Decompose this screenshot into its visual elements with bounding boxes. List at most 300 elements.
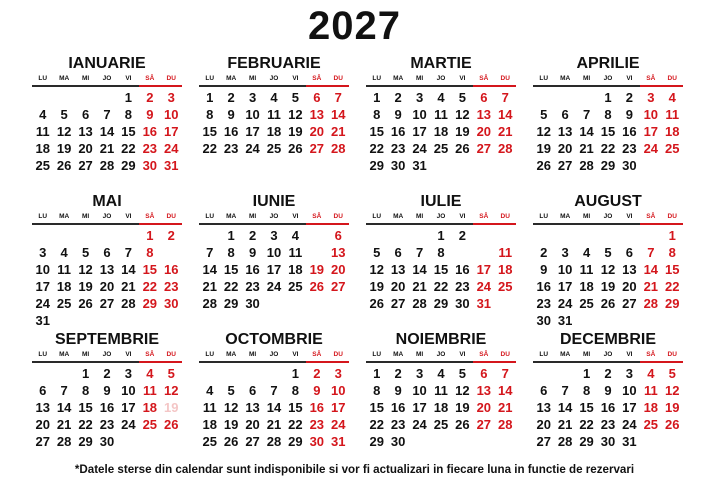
- day-cell: 5: [81, 245, 90, 260]
- day-cell: 27: [476, 141, 492, 156]
- day-cell: 28: [331, 141, 346, 156]
- day-cell: 8: [437, 245, 445, 260]
- day-cell: 12: [164, 383, 179, 398]
- empty-cell: [75, 227, 96, 244]
- day-cell: 26: [600, 296, 616, 311]
- day-cell: 7: [647, 245, 655, 260]
- month-octombrie: [199, 330, 349, 460]
- day-cell: 4: [437, 90, 445, 105]
- day-cell: 17: [622, 400, 637, 415]
- day-cell: 1: [206, 90, 214, 105]
- day-cell: 8: [227, 245, 235, 260]
- empty-cell: [533, 227, 554, 244]
- header-divider: [366, 361, 516, 363]
- day-cell: 19: [600, 279, 616, 294]
- weekday-label: VI: [459, 351, 466, 358]
- empty-cell: [118, 227, 139, 244]
- day-cell: 27: [476, 417, 492, 432]
- day-cell: 19: [164, 400, 179, 415]
- empty-cell: [554, 365, 575, 382]
- day-cell: 11: [35, 124, 50, 139]
- day-cell: 26: [665, 417, 680, 432]
- day-cell: 2: [604, 366, 612, 381]
- month-august: [533, 192, 683, 328]
- day-cell: 17: [121, 400, 136, 415]
- day-cell: 11: [498, 245, 513, 260]
- day-cell: 21: [643, 279, 659, 294]
- day-cell: 3: [334, 366, 342, 381]
- weekday-label: LU: [205, 75, 215, 82]
- month-name: DECEMBRIE: [559, 331, 656, 348]
- day-cell: 24: [164, 141, 179, 156]
- weekday-label: VI: [626, 75, 633, 82]
- day-cell: 4: [291, 228, 300, 243]
- day-cell: 30: [455, 296, 470, 311]
- day-cell: 18: [433, 400, 449, 415]
- day-cell: 30: [164, 296, 179, 311]
- day-cell: 9: [103, 383, 111, 398]
- day-cell: 29: [142, 296, 158, 311]
- day-cell: 29: [78, 434, 93, 449]
- weekday-label: LU: [539, 213, 549, 220]
- day-cell: 15: [579, 400, 594, 415]
- day-cell: 16: [455, 262, 470, 277]
- day-cell: 24: [412, 141, 427, 156]
- days-grid: [366, 89, 516, 174]
- weekday-label: MI: [415, 75, 424, 82]
- day-cell: 29: [369, 158, 384, 173]
- day-cell: 12: [455, 107, 470, 122]
- day-cell: 30: [309, 434, 325, 449]
- weekday-label: JO: [603, 213, 613, 220]
- day-cell: 24: [331, 417, 346, 432]
- empty-cell: [32, 89, 53, 106]
- day-cell: 1: [668, 228, 676, 243]
- day-cell: 2: [227, 90, 235, 105]
- day-cell: 22: [665, 279, 680, 294]
- day-cell: 31: [35, 313, 50, 328]
- day-cell: [306, 227, 327, 244]
- day-cell: 10: [643, 107, 659, 122]
- day-cell: 6: [334, 228, 342, 243]
- day-cell: 10: [331, 383, 346, 398]
- day-cell: 19: [223, 417, 239, 432]
- day-cell: 14: [557, 400, 573, 415]
- empty-cell: [576, 227, 597, 244]
- day-cell: 10: [412, 107, 427, 122]
- day-cell: 31: [412, 158, 427, 173]
- day-cell: 23: [223, 141, 239, 156]
- day-cell: 22: [121, 141, 136, 156]
- day-cell: 24: [412, 417, 427, 432]
- day-cell: 9: [146, 107, 154, 122]
- day-cell: 15: [223, 262, 239, 277]
- day-cell: 21: [498, 124, 513, 139]
- day-cell: 16: [245, 262, 260, 277]
- day-cell: 27: [78, 158, 93, 173]
- day-cell: 28: [266, 434, 282, 449]
- day-cell: 26: [369, 296, 384, 311]
- day-cell: [473, 227, 494, 244]
- empty-cell: [53, 89, 74, 106]
- day-cell: 22: [202, 141, 217, 156]
- weekday-label: MI: [582, 213, 591, 220]
- weekday-label: JO: [603, 351, 613, 358]
- header-divider: [199, 361, 349, 363]
- weekday-label: LU: [38, 213, 48, 220]
- day-cell: 30: [622, 158, 637, 173]
- weekday-label: MA: [393, 75, 404, 82]
- day-cell: 8: [291, 383, 300, 398]
- weekday-label: JO: [269, 213, 279, 220]
- day-cell: 23: [600, 417, 616, 432]
- day-cell: 2: [146, 90, 154, 105]
- day-cell: 21: [498, 400, 513, 415]
- day-cell: 1: [146, 228, 154, 243]
- weekday-header: [533, 74, 683, 84]
- day-cell: 17: [412, 124, 427, 139]
- month-februarie: [199, 54, 349, 184]
- day-cell: 10: [164, 107, 179, 122]
- day-cell: 19: [455, 124, 470, 139]
- empty-cell: [554, 227, 575, 244]
- day-cell: 7: [582, 107, 591, 122]
- weekday-label: SÂ: [479, 213, 489, 220]
- day-cell: 19: [369, 279, 384, 294]
- empty-cell: [533, 365, 554, 382]
- day-cell: 8: [206, 107, 214, 122]
- header-divider: [32, 223, 182, 225]
- day-cell: 15: [121, 124, 136, 139]
- days-grid: [199, 89, 349, 157]
- empty-cell: [597, 227, 618, 244]
- weekday-label: DU: [500, 75, 510, 82]
- day-cell: 12: [369, 262, 384, 277]
- day-cell: 16: [390, 124, 406, 139]
- day-cell: 19: [665, 400, 680, 415]
- day-cell: 31: [164, 158, 179, 173]
- day-cell: 1: [373, 90, 381, 105]
- day-cell: 7: [561, 383, 569, 398]
- empty-cell: [576, 89, 597, 106]
- weekday-label: DU: [667, 75, 677, 82]
- day-cell: 23: [455, 279, 470, 294]
- weekday-label: LU: [372, 75, 382, 82]
- day-cell: 20: [99, 279, 115, 294]
- weekday-label: SÂ: [312, 351, 322, 358]
- day-cell: 4: [60, 245, 68, 260]
- weekday-label: DU: [166, 351, 176, 358]
- day-cell: 17: [245, 124, 260, 139]
- month-aprilie: [533, 54, 683, 184]
- header-divider: [366, 85, 516, 87]
- month-name: APRILIE: [576, 55, 640, 72]
- day-cell: 10: [245, 107, 260, 122]
- day-cell: 8: [604, 107, 612, 122]
- day-cell: 4: [647, 366, 655, 381]
- weekday-header: [32, 212, 182, 222]
- day-cell: 20: [476, 124, 492, 139]
- day-cell: 27: [35, 434, 50, 449]
- weekday-header: [199, 350, 349, 360]
- weekday-label: MA: [226, 213, 237, 220]
- empty-cell: [220, 365, 241, 382]
- day-cell: 24: [643, 141, 659, 156]
- day-cell: 24: [622, 417, 637, 432]
- weekday-label: MI: [415, 351, 424, 358]
- day-cell: 26: [78, 296, 93, 311]
- weekday-label: VI: [125, 351, 132, 358]
- day-cell: 17: [557, 279, 573, 294]
- weekday-label: MI: [248, 351, 257, 358]
- day-cell: 13: [536, 400, 551, 415]
- day-cell: 25: [433, 141, 449, 156]
- day-cell: 3: [647, 90, 655, 105]
- day-cell: 5: [227, 383, 235, 398]
- day-cell: 15: [369, 124, 384, 139]
- day-cell: 9: [394, 383, 402, 398]
- day-cell: 30: [99, 434, 115, 449]
- footnote: *Datele sterse din calendar sunt indisponibile si vor fi actualizari in fiecare luna in functie de rezervari: [74, 463, 635, 476]
- day-cell: 25: [579, 296, 594, 311]
- month-name: MAI: [92, 193, 122, 210]
- day-cell: 1: [373, 366, 381, 381]
- day-cell: 29: [665, 296, 680, 311]
- day-cell: 3: [270, 228, 278, 243]
- day-cell: 21: [579, 141, 594, 156]
- day-cell: 18: [56, 279, 72, 294]
- day-cell: 9: [625, 107, 634, 122]
- day-cell: 11: [288, 245, 303, 260]
- day-cell: 8: [81, 383, 90, 398]
- weekday-label: MI: [582, 351, 591, 358]
- weekday-header: [199, 212, 349, 222]
- day-cell: 22: [78, 417, 93, 432]
- day-cell: 5: [458, 90, 467, 105]
- day-cell: 22: [142, 279, 158, 294]
- weekday-label: MI: [81, 75, 90, 82]
- day-cell: 26: [164, 417, 179, 432]
- day-cell: 25: [56, 296, 72, 311]
- weekday-label: MI: [415, 213, 424, 220]
- weekday-label: SÂ: [479, 75, 489, 82]
- day-cell: 24: [557, 296, 573, 311]
- day-cell: 8: [146, 245, 154, 260]
- day-cell: 29: [579, 434, 594, 449]
- weekday-label: DU: [166, 213, 176, 220]
- day-cell: 28: [121, 296, 136, 311]
- day-cell: 20: [245, 417, 260, 432]
- day-cell: 26: [288, 141, 303, 156]
- day-cell: 25: [142, 417, 158, 432]
- header-divider: [32, 85, 182, 87]
- day-cell: 3: [415, 90, 424, 105]
- day-cell: 21: [412, 279, 427, 294]
- day-cell: 11: [643, 383, 658, 398]
- days-grid: [533, 89, 683, 174]
- day-cell: 11: [142, 383, 157, 398]
- day-cell: 16: [622, 124, 637, 139]
- header-divider: [32, 361, 182, 363]
- day-cell: 28: [99, 158, 115, 173]
- weekday-label: SÂ: [312, 75, 322, 82]
- weekday-label: MA: [59, 75, 70, 82]
- day-cell: 22: [579, 417, 594, 432]
- day-cell: 1: [227, 228, 235, 243]
- weekday-label: MA: [393, 213, 404, 220]
- day-cell: 27: [245, 434, 260, 449]
- weekday-label: MI: [81, 351, 90, 358]
- empty-cell: [640, 227, 661, 244]
- day-cell: 20: [536, 417, 551, 432]
- day-cell: 3: [167, 90, 175, 105]
- day-cell: 16: [142, 124, 158, 139]
- header-divider: [533, 361, 683, 363]
- day-cell: 25: [266, 141, 282, 156]
- empty-cell: [53, 227, 74, 244]
- empty-cell: [96, 227, 117, 244]
- day-cell: 18: [665, 124, 680, 139]
- day-cell: 3: [248, 90, 257, 105]
- days-grid: [199, 365, 349, 450]
- empty-cell: [533, 89, 554, 106]
- weekday-label: MA: [560, 75, 571, 82]
- weekday-label: LU: [205, 213, 215, 220]
- day-cell: 20: [476, 400, 492, 415]
- day-cell: 24: [476, 279, 492, 294]
- day-cell: 5: [373, 245, 381, 260]
- day-cell: 16: [600, 400, 616, 415]
- day-cell: 9: [248, 245, 257, 260]
- day-cell: 9: [540, 262, 548, 277]
- empty-cell: [242, 365, 263, 382]
- day-cell: 2: [167, 228, 175, 243]
- day-cell: 7: [501, 90, 509, 105]
- month-mai: [32, 192, 182, 328]
- weekday-label: DU: [500, 351, 510, 358]
- day-cell: 28: [202, 296, 217, 311]
- day-cell: 6: [480, 90, 488, 105]
- day-cell: 27: [557, 158, 573, 173]
- day-cell: 2: [394, 90, 402, 105]
- day-cell: 24: [245, 141, 260, 156]
- day-cell: 30: [245, 296, 260, 311]
- weekday-label: LU: [372, 351, 382, 358]
- day-cell: 12: [600, 262, 616, 277]
- weekday-header: [533, 212, 683, 222]
- weekday-label: VI: [626, 351, 633, 358]
- weekday-header: [366, 212, 516, 222]
- weekday-label: DU: [333, 351, 343, 358]
- weekday-label: MA: [560, 351, 571, 358]
- days-grid: [533, 365, 683, 450]
- day-cell: 16: [223, 124, 239, 139]
- day-cell: 13: [99, 262, 115, 277]
- day-cell: 3: [625, 366, 634, 381]
- day-cell: 27: [309, 141, 325, 156]
- day-cell: 12: [665, 383, 680, 398]
- days-grid: [199, 227, 349, 312]
- day-cell: 15: [433, 262, 449, 277]
- day-cell: 31: [557, 313, 573, 328]
- day-cell: 9: [313, 383, 321, 398]
- header-divider: [199, 223, 349, 225]
- day-cell: 31: [476, 296, 492, 311]
- weekday-header: [199, 74, 349, 84]
- day-cell: 25: [498, 279, 513, 294]
- weekday-label: JO: [269, 75, 279, 82]
- day-cell: 3: [39, 245, 47, 260]
- weekday-label: MI: [81, 213, 90, 220]
- day-cell: 30: [390, 434, 406, 449]
- day-cell: 16: [164, 262, 179, 277]
- day-cell: 12: [288, 107, 303, 122]
- day-cell: 8: [124, 107, 133, 122]
- month-iulie: [366, 192, 516, 322]
- weekday-label: DU: [166, 75, 176, 82]
- day-cell: 26: [455, 141, 470, 156]
- day-cell: 20: [622, 279, 637, 294]
- day-cell: 21: [121, 279, 136, 294]
- header-divider: [533, 223, 683, 225]
- month-decembrie: [533, 330, 683, 460]
- day-cell: 4: [437, 366, 445, 381]
- day-cell: 27: [331, 279, 346, 294]
- day-cell: 4: [668, 90, 676, 105]
- weekday-label: JO: [102, 75, 112, 82]
- weekday-label: MA: [226, 351, 237, 358]
- day-cell: [161, 244, 182, 261]
- day-cell: 5: [604, 245, 612, 260]
- weekday-label: MA: [59, 351, 70, 358]
- weekday-label: SÂ: [145, 351, 155, 358]
- day-cell: 22: [433, 279, 449, 294]
- day-cell: 2: [394, 366, 402, 381]
- weekday-label: SÂ: [646, 351, 656, 358]
- day-cell: 17: [476, 262, 492, 277]
- day-cell: 17: [35, 279, 50, 294]
- day-cell: 23: [99, 417, 115, 432]
- day-cell: 10: [35, 262, 50, 277]
- day-cell: 15: [600, 124, 616, 139]
- month-name: IANUARIE: [68, 55, 146, 72]
- month-martie: [366, 54, 516, 184]
- day-cell: [306, 244, 327, 261]
- day-cell: 6: [81, 107, 90, 122]
- day-cell: 28: [498, 417, 513, 432]
- empty-cell: [387, 227, 408, 244]
- day-cell: 26: [455, 417, 470, 432]
- weekday-header: [32, 350, 182, 360]
- day-cell: 28: [498, 141, 513, 156]
- weekday-label: JO: [102, 351, 112, 358]
- weekday-label: LU: [38, 75, 48, 82]
- day-cell: 31: [622, 434, 637, 449]
- days-grid: [366, 365, 516, 450]
- day-cell: 6: [39, 383, 47, 398]
- weekday-label: VI: [292, 213, 299, 220]
- day-cell: 15: [202, 124, 217, 139]
- empty-cell: [619, 227, 640, 244]
- day-cell: 15: [665, 262, 680, 277]
- day-cell: 29: [223, 296, 239, 311]
- day-cell: 5: [458, 366, 467, 381]
- month-ianuarie: [32, 54, 182, 184]
- days-grid: [533, 227, 683, 329]
- day-cell: 7: [206, 245, 214, 260]
- day-cell: 20: [309, 124, 325, 139]
- day-cell: 19: [309, 262, 325, 277]
